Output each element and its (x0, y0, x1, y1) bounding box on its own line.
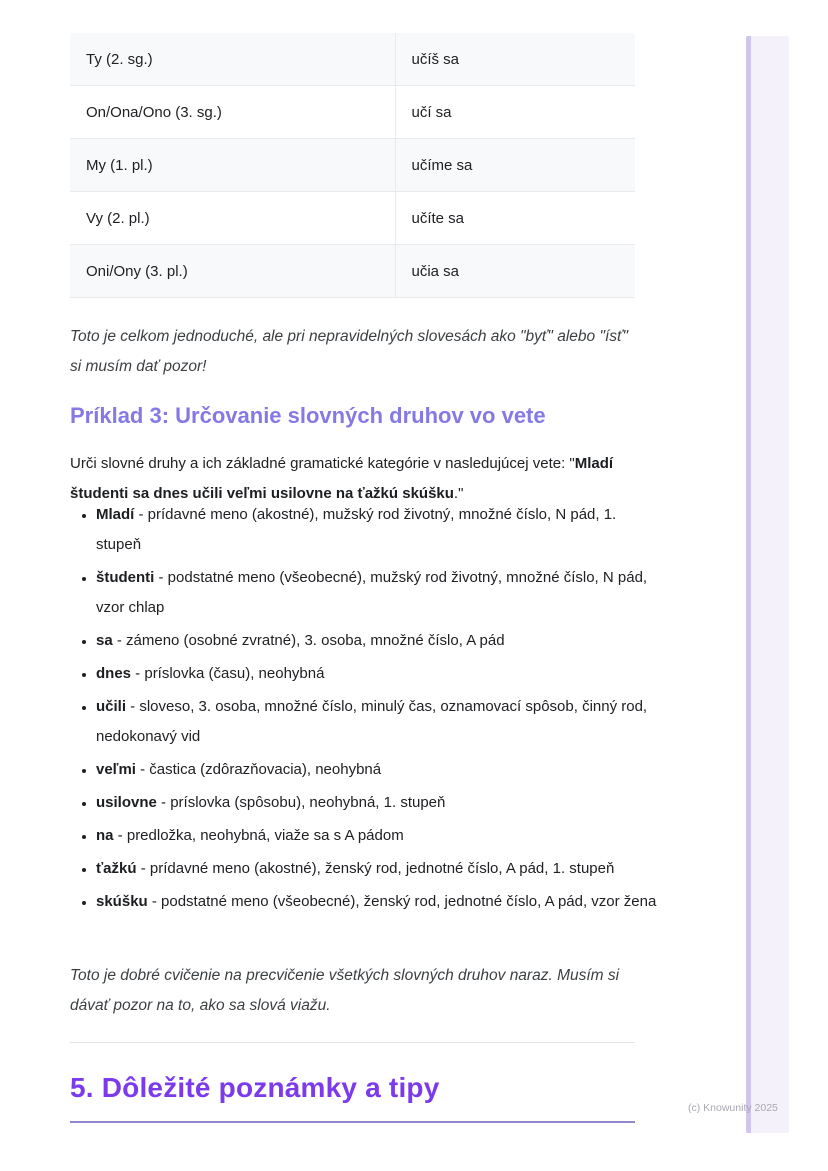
cell-verb-form: učíte sa (395, 192, 635, 245)
cell-pronoun: Vy (2. pl.) (70, 192, 395, 245)
watermark: (c) Knowunity 2025 (688, 1102, 778, 1114)
cell-pronoun: Oni/Ony (3. pl.) (70, 245, 395, 298)
task-prefix: Urči slovné druhy a ich základné gramatické kategórie v nasledujúcej vete: " (70, 455, 575, 472)
cell-verb-form: učíš sa (395, 33, 635, 86)
conjugation-table-body (70, 33, 635, 298)
word-label: usilovne (96, 794, 157, 811)
table-row (70, 139, 635, 192)
cell-verb-form: učí sa (395, 86, 635, 139)
heading-underline (70, 1121, 635, 1123)
table-row (70, 33, 635, 86)
word-description: - zámeno (osobné zvratné), 3. osoba, množné číslo, A pád (112, 632, 505, 649)
word-label: dnes (96, 665, 132, 682)
list-item (96, 626, 661, 656)
list-item (96, 854, 661, 884)
conjugation-table (70, 33, 635, 298)
note-practice: Toto je dobré cvičenie na precvičenie všetkých slovných druhov naraz. Musím si dávať pozor na to, ako sa slová viažu. (70, 967, 620, 1014)
note-irregular-verbs: Toto je celkom jednoduché, ale pri nepravidelných slovesách ako "byť" alebo "ísť" si musím dať pozor! (70, 328, 629, 375)
list-item (96, 755, 661, 785)
list-item (96, 821, 661, 851)
cell-verb-form: učia sa (395, 245, 635, 298)
cell-pronoun: On/Ona/Ono (3. sg.) (70, 86, 395, 139)
word-label: sa (96, 632, 113, 649)
word-description: - predložka, neohybná, viaže sa s A pádom (113, 827, 404, 844)
list-item (96, 788, 661, 818)
word-label: ťažkú (96, 860, 137, 877)
list-item (96, 887, 661, 917)
word-label: veľmi (96, 761, 136, 778)
list-item (96, 692, 661, 752)
pos-analysis-list (70, 500, 661, 920)
word-description: - podstatné meno (všeobecné), mužský rod životný, množné číslo, N pád, vzor chlap (96, 569, 648, 616)
word-label: skúšku (96, 893, 148, 910)
sidebar-highlight-bar (746, 36, 789, 1133)
table-row (70, 245, 635, 298)
word-label: učili (96, 698, 127, 715)
word-label: na (96, 827, 114, 844)
word-description: - príslovka (spôsobu), neohybná, 1. stupeň (156, 794, 446, 811)
word-description: - prídavné meno (akostné), ženský rod, jednotné číslo, A pád, 1. stupeň (136, 860, 615, 877)
section-divider (70, 1042, 635, 1043)
task-sentence: Mladí študenti sa dnes učili veľmi usilovne na ťažkú skúšku (70, 455, 614, 502)
list-item (96, 500, 661, 560)
word-description: - podstatné meno (všeobecné), ženský rod, jednotné číslo, A pád, vzor žena (147, 893, 657, 910)
list-item (96, 563, 661, 623)
heading-section-5: 5. Dôležité poznámky a tipy (70, 1072, 440, 1103)
table-row (70, 86, 635, 139)
heading-example-3: Príklad 3: Určovanie slovných druhov vo vete (70, 403, 546, 428)
word-description: - prídavné meno (akostné), mužský rod životný, množné číslo, N pád, 1. stupeň (96, 506, 617, 553)
word-label: Mladí (96, 506, 135, 523)
table-row (70, 192, 635, 245)
word-description: - sloveso, 3. osoba, množné číslo, minulý čas, oznamovací spôsob, činný rod, nedokonavý vid (96, 698, 648, 745)
cell-verb-form: učíme sa (395, 139, 635, 192)
word-description: - príslovka (času), neohybná (131, 665, 325, 682)
cell-pronoun: My (1. pl.) (70, 139, 395, 192)
list-item (96, 659, 661, 689)
word-label: študenti (96, 569, 155, 586)
cell-pronoun: Ty (2. sg.) (70, 33, 395, 86)
task-suffix: ." (453, 485, 464, 502)
word-description: - častica (zdôrazňovacia), neohybná (135, 761, 382, 778)
